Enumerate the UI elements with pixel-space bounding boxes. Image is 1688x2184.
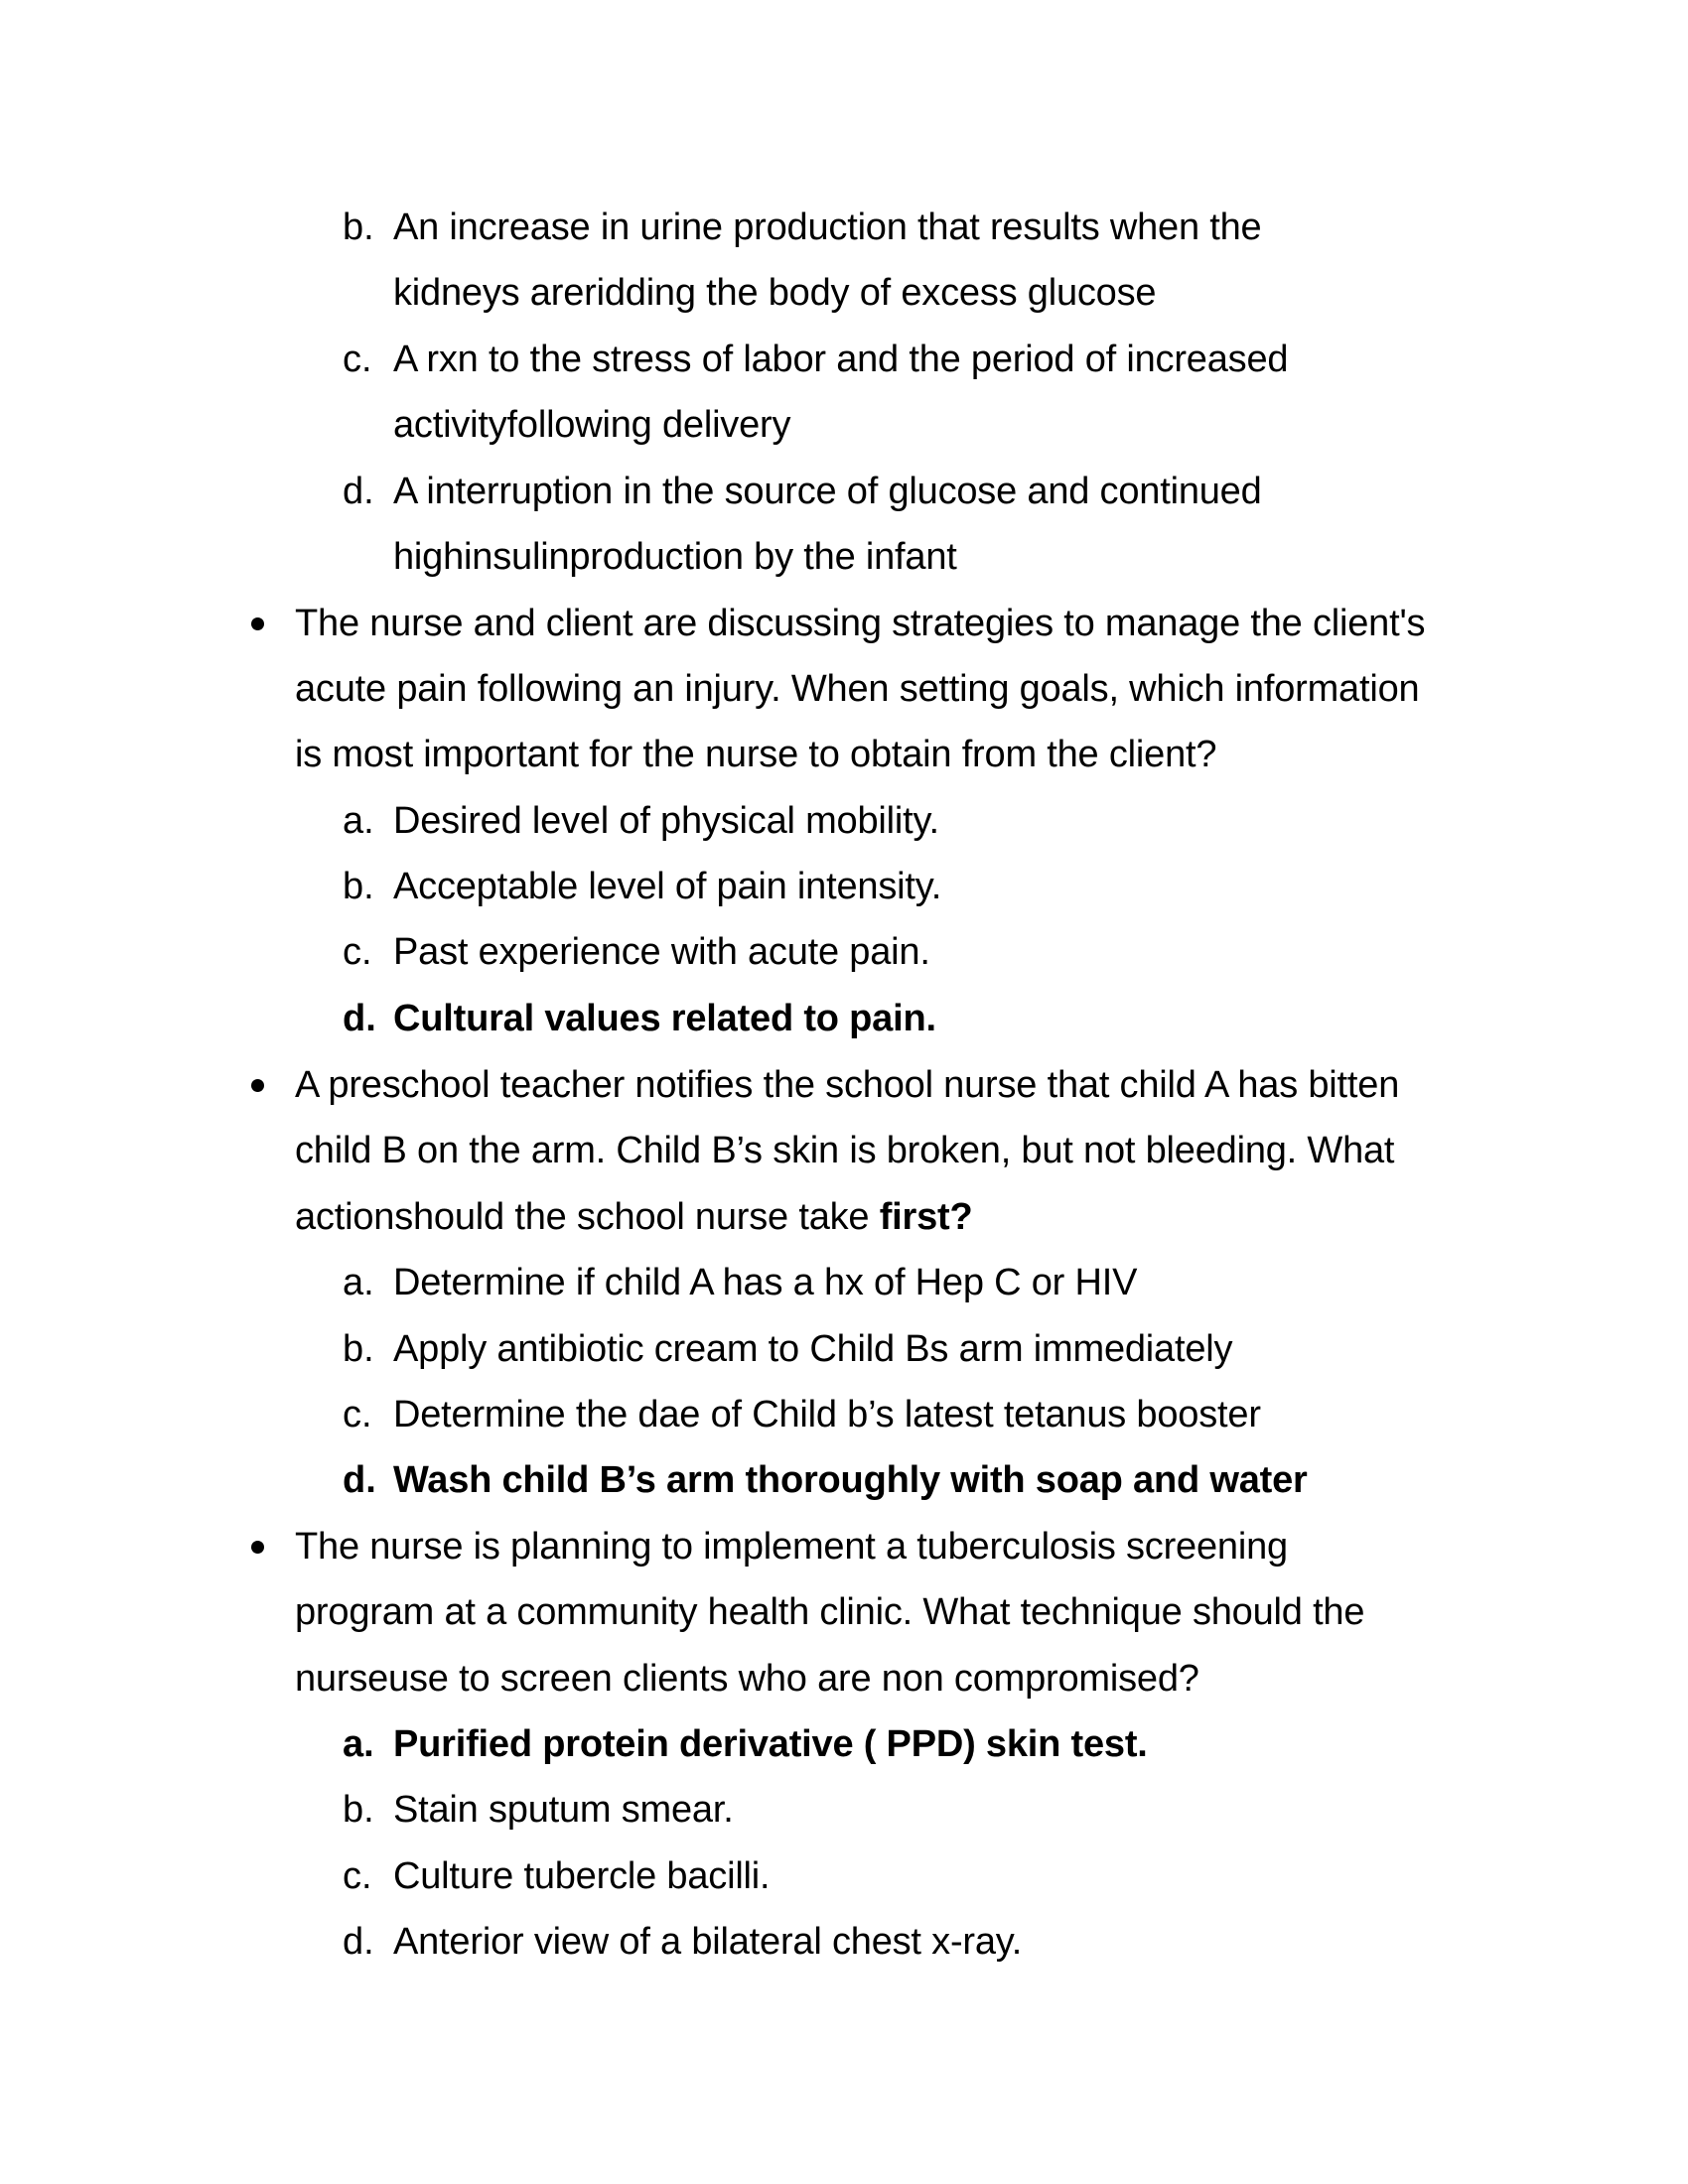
question-stem: nurseuse to screen clients who are non compromised? [295, 1658, 1199, 1700]
option-marker: d. [343, 471, 374, 512]
option-text: Apply antibiotic cream to Child Bs arm immediately [393, 1328, 1233, 1370]
question-stem: child B on the arm. Child B’s skin is broken, but not bleeding. What [295, 1130, 1395, 1171]
option-text: Determine if child A has a hx of Hep C or HIV [393, 1262, 1138, 1303]
correct-option-text: Cultural values related to pain. [393, 998, 936, 1039]
question-stem: is most important for the nurse to obtain from the client? [295, 734, 1217, 775]
option-text: Acceptable level of pain intensity. [393, 866, 942, 907]
bullet-icon [251, 617, 264, 630]
option-text: Anterior view of a bilateral chest x-ray. [393, 1921, 1023, 1963]
option-marker: b. [343, 1789, 374, 1831]
question-stem: program at a community health clinic. What technique should the [295, 1591, 1365, 1633]
option-text: A rxn to the stress of labor and the period of increased [393, 339, 1289, 380]
bullet-icon [251, 1079, 264, 1092]
option-marker: d. [343, 1921, 374, 1963]
question-emphasis: first? [879, 1196, 973, 1238]
question-stem: acute pain following an injury. When setting goals, which information [295, 668, 1420, 710]
option-text: Past experience with acute pain. [393, 931, 930, 973]
option-text: Stain sputum smear. [393, 1789, 734, 1831]
question-stem-text: actionshould the school nurse take [295, 1196, 880, 1238]
correct-option-text: Purified protein derivative ( PPD) skin test. [393, 1723, 1148, 1765]
option-marker: c. [343, 931, 372, 973]
option-marker: a. [343, 1262, 374, 1303]
option-text: Desired level of physical mobility. [393, 800, 939, 842]
option-marker: b. [343, 206, 374, 248]
option-text: Determine the dae of Child b’s latest tetanus booster [393, 1394, 1261, 1435]
option-text: Culture tubercle bacilli. [393, 1855, 771, 1897]
question-stem: A preschool teacher notifies the school nurse that child A has bitten [295, 1064, 1400, 1106]
option-marker: c. [343, 1855, 372, 1897]
option-marker: a. [343, 800, 374, 842]
option-marker: c. [343, 1394, 372, 1435]
correct-option-marker: a. [343, 1723, 374, 1765]
option-text: A interruption in the source of glucose and continued [393, 471, 1262, 512]
question-stem [295, 1184, 973, 1250]
option-marker: b. [343, 866, 374, 907]
bullet-icon [251, 1541, 264, 1554]
option-text: activityfollowing delivery [393, 404, 791, 446]
question-stem: The nurse is planning to implement a tuberculosis screening [295, 1526, 1288, 1568]
option-text: An increase in urine production that results when the [393, 206, 1262, 248]
correct-option-marker: d. [343, 1459, 376, 1501]
question-stem: The nurse and client are discussing strategies to manage the client's [295, 603, 1426, 644]
option-marker: b. [343, 1328, 374, 1370]
option-marker: c. [343, 339, 372, 380]
correct-option-text: Wash child B’s arm thoroughly with soap and water [393, 1459, 1308, 1501]
correct-option-marker: d. [343, 998, 376, 1039]
option-text: highinsulinproduction by the infant [393, 536, 957, 578]
option-text: kidneys areridding the body of excess glucose [393, 272, 1157, 314]
